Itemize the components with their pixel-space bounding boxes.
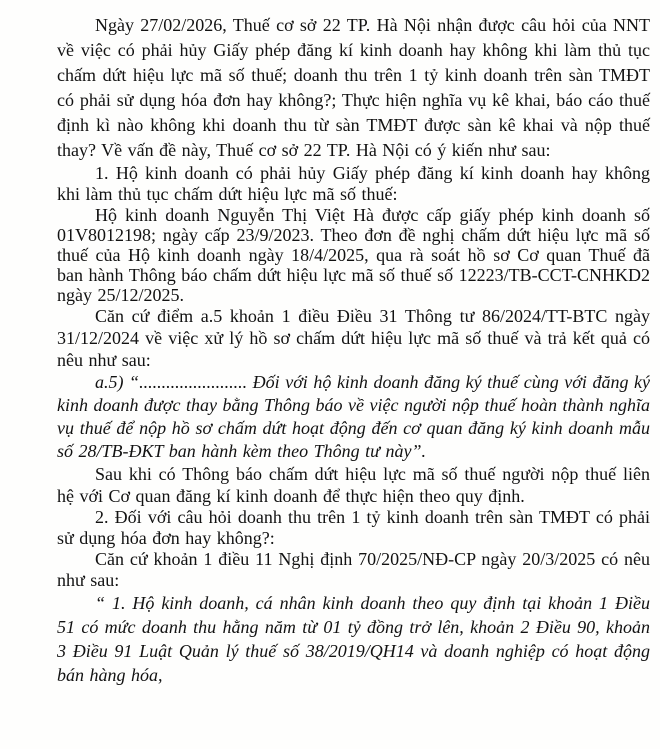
section-2-heading: 2. Đối với câu hỏi doanh thu trên 1 tỷ kinh doanh trên sàn TMĐT có phải sử dụng hóa đơn hay không?:	[57, 507, 650, 548]
decree-quote-paragraph: “ 1. Hộ kinh doanh, cá nhân kinh doanh theo quy định tại khoản 1 Điều 51 có mức doanh thu hằng năm từ 01 tỷ đồng trở lên, khoản 2 Điều 90, khoản 3 Điều 91 Luật Quản lý thuế số 38/2019/QH14 và doanh nghiệp có hoạt động bán hàng hóa,	[57, 593, 650, 685]
circular-86-reference-paragraph: Căn cứ điểm a.5 khoản 1 điều Điều 31 Thông tư 86/2024/TT-BTC ngày 31/12/2024 về việc xử lý hồ sơ chấm dứt hiệu lực mã số thuế và trả kết quả có nêu như sau:	[57, 306, 650, 370]
decree-70-reference-paragraph: Căn cứ khoản 1 điều 11 Nghị định 70/2025/NĐ-CP ngày 20/3/2025 có nêu như sau:	[57, 549, 650, 590]
post-notice-instruction-paragraph: Sau khi có Thông báo chấm dứt hiệu lực mã số thuế người nộp thuế liên hệ với Cơ quan đăng kí kinh doanh để thực hiện theo quy định.	[57, 464, 650, 506]
section-1-heading: 1. Hộ kinh doanh có phải hủy Giấy phép đăng kí kinh doanh hay không khi làm thủ tục chấm dứt hiệu lực mã số thuế:	[57, 163, 650, 204]
circular-quote-a5-paragraph: a.5) “........................ Đối với hộ kinh doanh đăng ký thuế cùng với đăng ký kinh doanh được thay bằng Thông báo về việc người nộp thuế hoàn thành nghĩa vụ thuế để nộp hồ sơ chấm dứt hoạt động đến cơ quan đăng ký kinh doanh mẫu số 28/TB-ĐKT ban hành kèm theo Thông tư này”.	[57, 372, 650, 461]
business-license-facts-paragraph: Hộ kinh doanh Nguyễn Thị Việt Hà được cấp giấy phép kinh doanh số 01V8012198; ngày cấp 23/9/2023. Theo đơn đề nghị chấm dứt hiệu lực mã số thuế của Hộ kinh doanh ngày 18/4/2025, qua rà soát hồ sơ Cơ quan Thuế đã ban hành Thông báo chấm dứt hiệu lực mã số thuế số 12223/TB-CCT-CNHKD2 ngày 25/12/2025.	[57, 205, 650, 305]
intro-paragraph: Ngày 27/02/2026, Thuế cơ sở 22 TP. Hà Nội nhận được câu hỏi của NNT về việc có phải hủy Giấy phép đăng kí kinh doanh hay không khi làm thủ tục chấm dứt hiệu lực mã số thuế; doanh thu trên 1 tỷ kinh doanh trên sàn TMĐT có phải sử dụng hóa đơn hay không?; Thực hiện nghĩa vụ kê khai, báo cáo thuế định kì nào không khi doanh thu từ sàn TMĐT được sàn kê khai và nộp thuế thay? Về vấn đề này, Thuế cơ sở 22 TP. Hà Nội có ý kiến như sau:	[57, 15, 650, 160]
